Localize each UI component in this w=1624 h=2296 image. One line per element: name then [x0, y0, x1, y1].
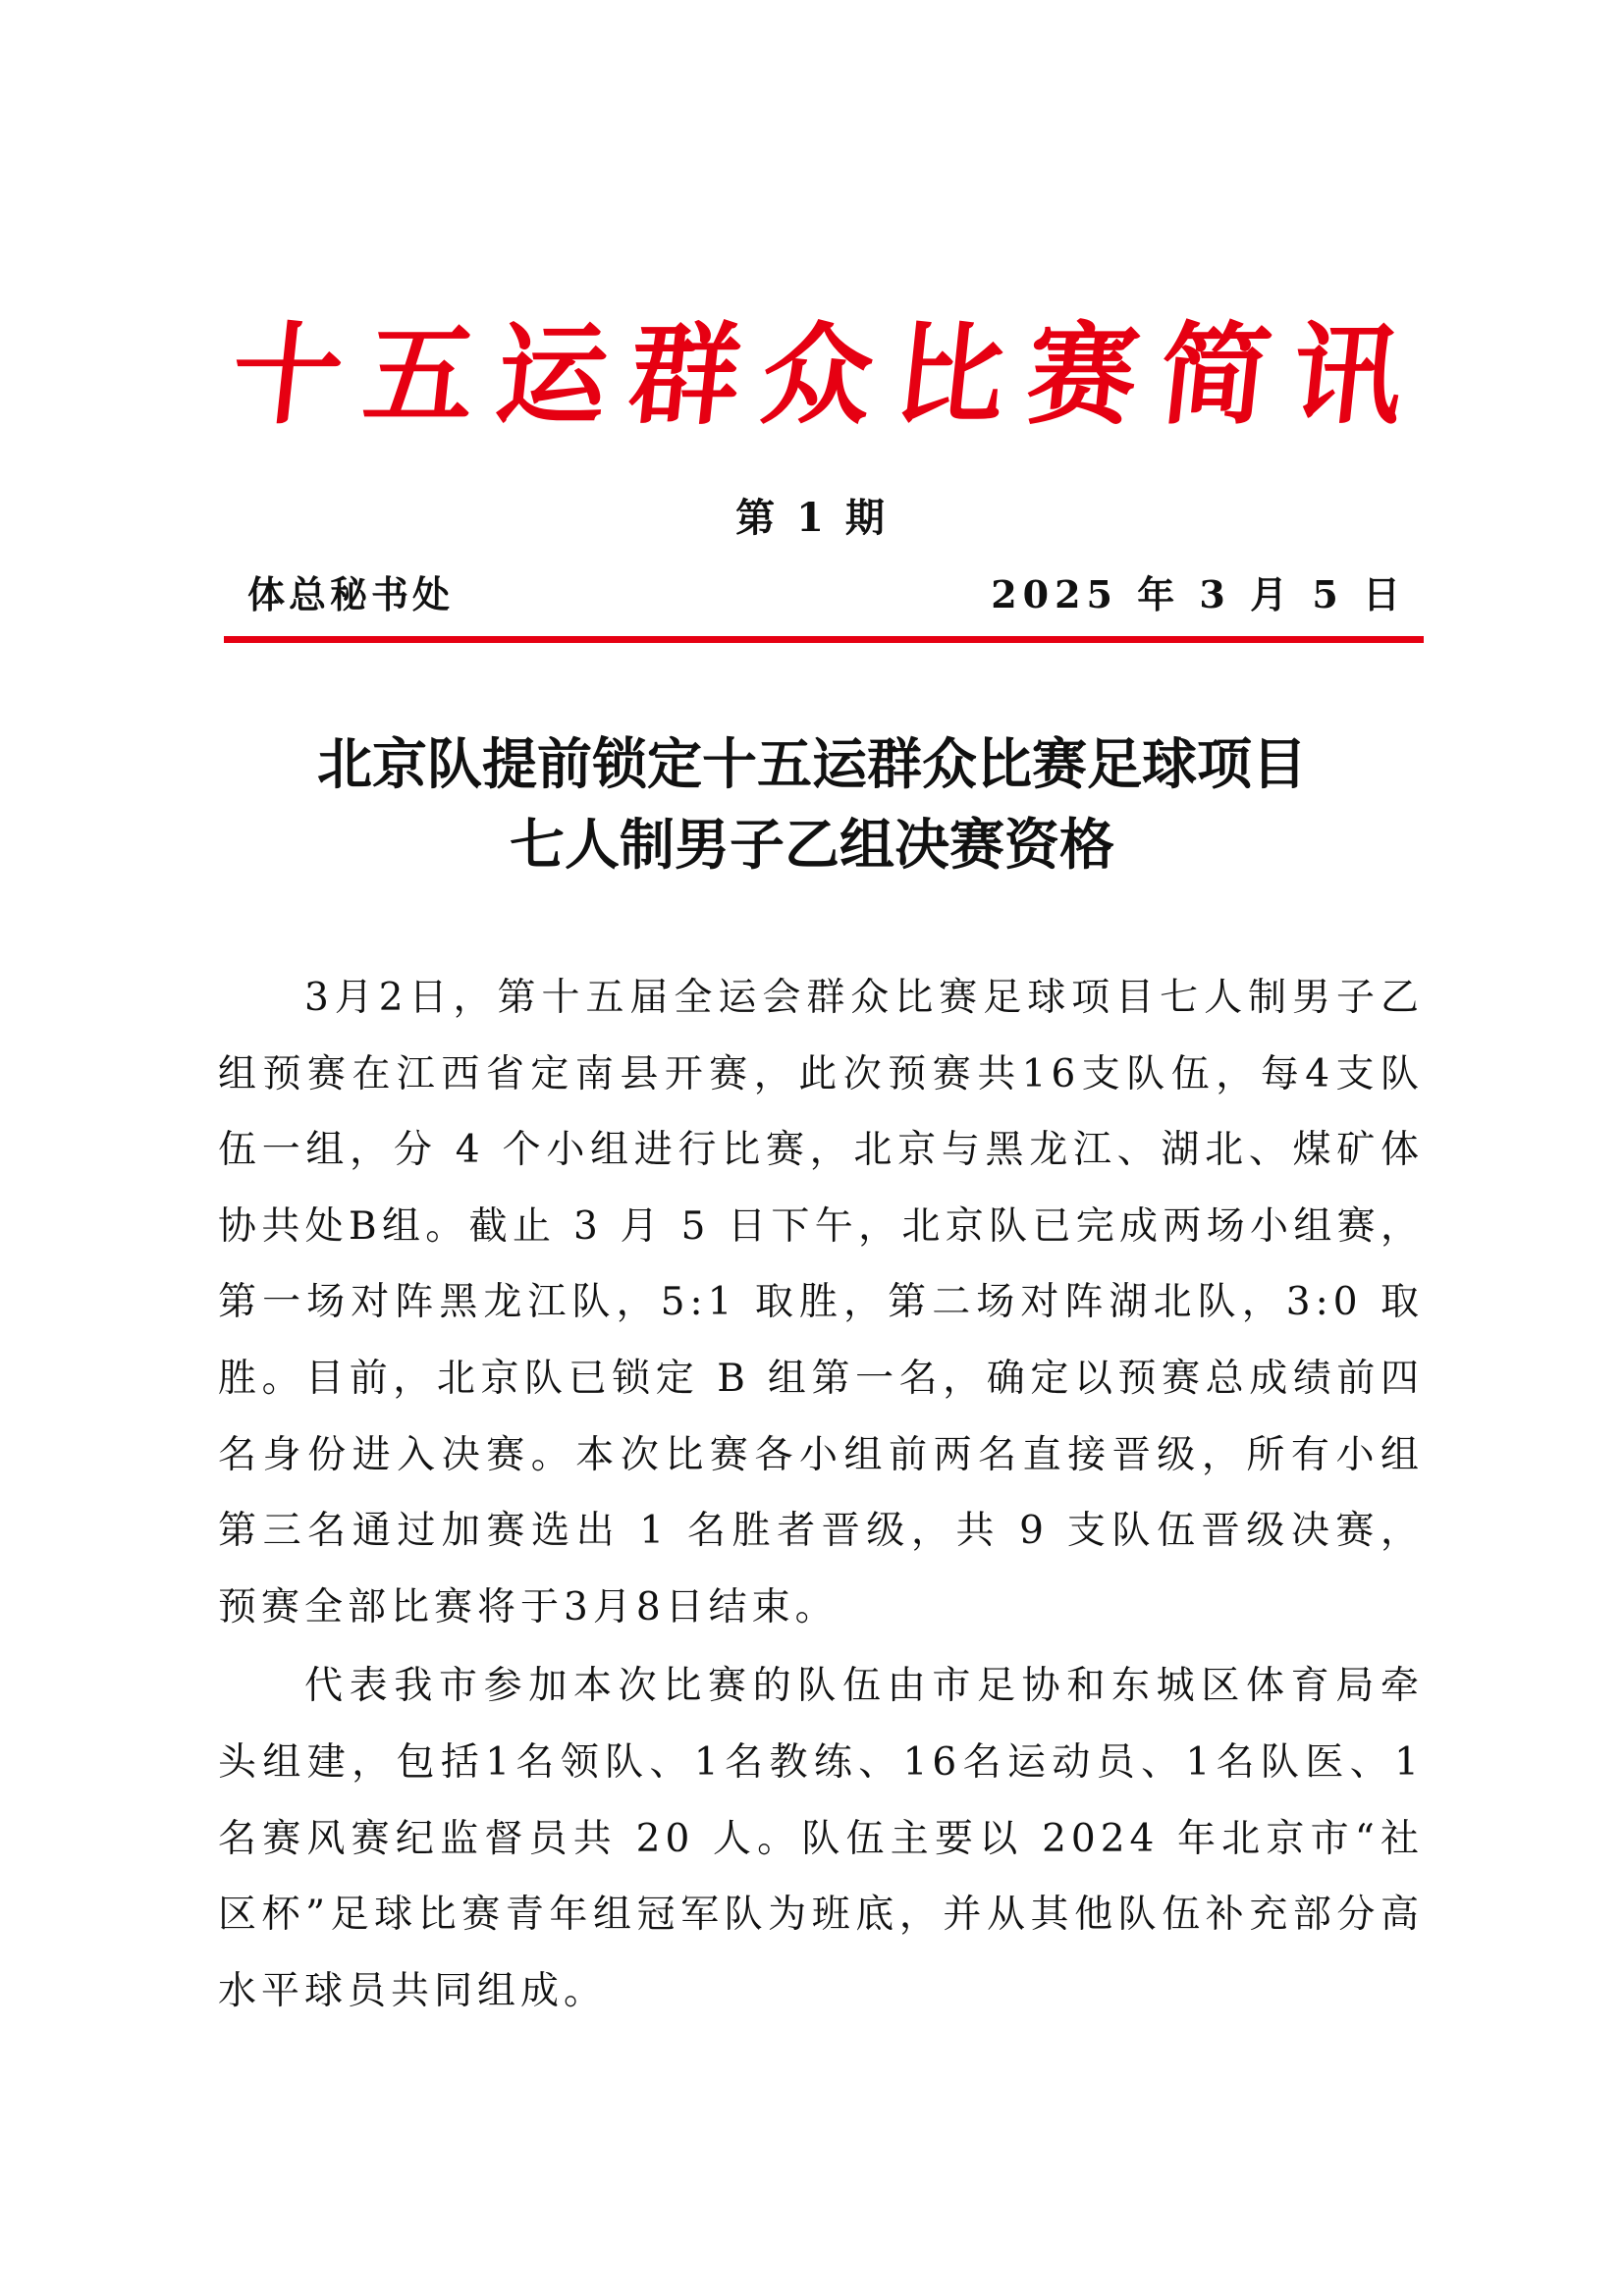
masthead-title: 十五运群众比赛简讯: [225, 311, 1433, 440]
article-paragraph-1: 3月2日，第十五届全运会群众比赛足球项目七人制男子乙组预赛在江西省定南县开赛，此次预赛共16支队伍，每4支队伍一组，分 4 个小组进行比赛，北京与黑龙江、湖北、煤矿体协共处B组。截止 3 月 5 日下午，北京队已完成两场小组赛，第一场对阵黑龙江队，5:1 取胜，第二场对阵湖北队，3:0 取胜。目前，北京队已锁定 B 组第一名，确定以预赛总成绩前四名身份进入决赛。本次比赛各小组前两名直接晋级，所有小组第三名通过加赛选出 1 名胜者晋级，共 9 支队伍晋级决赛，预赛全部比赛将于3月8日结束。: [218, 976, 1424, 1629]
issue-number: 第 1 期: [735, 495, 889, 541]
headline-line-1: 北京队提前锁定十五运群众比赛足球项目: [317, 732, 1307, 797]
article-paragraph-2: 代表我市参加本次比赛的队伍由市足协和东城区体育局牵头组建，包括1名领队、1名教练、16名运动员、1名队医、1名赛风赛纪监督员共 20 人。队伍主要以 2024 年北京市“社区杯”足球比赛青年组冠军队为班底，并从其他队伍补充部分高水平球员共同组成。: [218, 1664, 1424, 2013]
article-headline: [196, 724, 1428, 885]
issue-date: 2025 年 3 月 5 日: [991, 572, 1406, 616]
masthead-meta-row: [247, 567, 1406, 622]
issuer-name: 体总秘书处: [247, 572, 455, 616]
headline-line-2: 七人制男子乙组决赛资格: [510, 813, 1114, 878]
article-body: [218, 960, 1424, 2032]
masthead-divider: [224, 636, 1424, 643]
